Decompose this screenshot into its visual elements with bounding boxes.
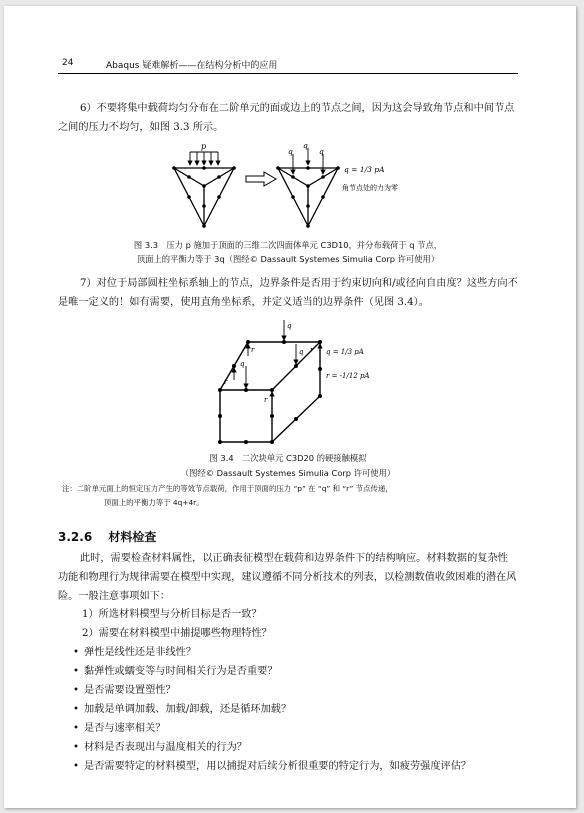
bullet-item: • 加载是单调加载、加载/卸载，还是循环加载？ (84, 700, 291, 719)
section-heading (58, 528, 156, 545)
formula-r-34: r = -1/12 pA (326, 372, 370, 380)
formula-q-34: q = 1/3 pA (326, 348, 364, 356)
label-r-1: r (224, 378, 228, 386)
header-rule (58, 73, 518, 74)
corner-force-note: 角节点处的力为零 (342, 184, 398, 192)
numbered-item-1: 1）所选材料模型与分析目标是否一致？ (82, 609, 262, 620)
formula-q: q = 1/3 pA (344, 165, 385, 174)
label-r-3: r (264, 396, 268, 404)
fig-3-4-note-1: 注：二阶单元面上的恒定压力产生的等效节点载荷，作用于顶面的压力 “p” 在 “q” 和 “r” 节点传递， (62, 484, 393, 493)
bullet-item: • 是否需要设置塑性？ (84, 681, 176, 700)
section-number: 3.2.6 (58, 530, 93, 544)
label-r-4: r (310, 346, 314, 354)
label-q-1: q (288, 147, 293, 156)
label-q-5: q (287, 322, 292, 330)
bullet-item: • 是否需要特定的材料模型，用以捕提对后续分析很重要的特定行为，如疲劳强度评估？ (84, 757, 471, 776)
page-number: 24 (62, 58, 74, 68)
bullet-item: • 是否与速率相关？ (84, 719, 166, 738)
paragraph-7: 7）对位于局部圆柱坐标系轴上的节点，边界条件是否用于约束切向和/或径向自由度？这些方向不是唯一定义的！如有需要，使用直角坐标系，并定义适当的边界条件（见图 3.4）。 (58, 278, 518, 308)
label-p: p (201, 142, 207, 151)
fig-3-4-caption-2: （图经© Dassault Systemes Simulia Corp 许可使用） (180, 468, 396, 478)
section-title: 材料检查 (108, 530, 157, 544)
bullet-item: • 黏弹性或蠕变等与时间相关行为是否重要？ (84, 662, 278, 681)
figure-3-4 (210, 318, 380, 448)
brick-element (220, 342, 320, 442)
intro-paragraph: 此时，需要检查材料属性，以正确表征模型在载荷和边界条件下的结构响应。材料数据的复杂性功能和物理行为规律需要在模型中实现，建议遵循不同分析技术的列表，以检测数值收敛困难的潜在风险。一般注意事项如下： (58, 553, 517, 602)
tetra-element-left (174, 168, 234, 226)
label-q-3: q (319, 147, 324, 156)
numbered-item-2: 2）需要在材料模型中捕提哪些物理特性？ (82, 628, 272, 639)
fig-3-4-note-2: 顶面上的平衡力等于 4q+4r。 (104, 498, 204, 507)
label-q-4: q (240, 360, 245, 368)
figure-3-3 (168, 142, 438, 234)
fig-3-4-caption-1: 图 3.4 二次块单元 C3D20 的硬接触模拟 (209, 453, 367, 463)
fig-3-3-caption-1: 图 3.3 压力 p 施加于顶面的三维二次四面体单元 C3D10，并分布载荷于 q 节点， (133, 240, 443, 250)
paragraph-6: 6）不要将集中载荷均匀分布在二阶单元的面或边上的节点之间，因为这会导致角节点和中间节点之间的压力不均匀，如图 3.3 所示。 (58, 103, 515, 133)
label-q-6: q (299, 348, 304, 356)
label-r-2: r (251, 346, 255, 354)
transition-arrow (246, 172, 276, 186)
tetra-element-right (278, 168, 338, 226)
bullet-item: • 材料是否表现出与温度相关的行为？ (84, 738, 247, 757)
bullet-item: • 弹性是线性还是非线性？ (84, 643, 196, 662)
fig-3-3-caption-2: 顶面上的平衡力等于 3q（图经© Dassault Systemes Simulia Corp 许可使用） (136, 254, 440, 264)
label-q-2: q (303, 142, 308, 150)
running-title: Abaqus 疑难解析——在结构分析中的应用 (106, 61, 278, 71)
